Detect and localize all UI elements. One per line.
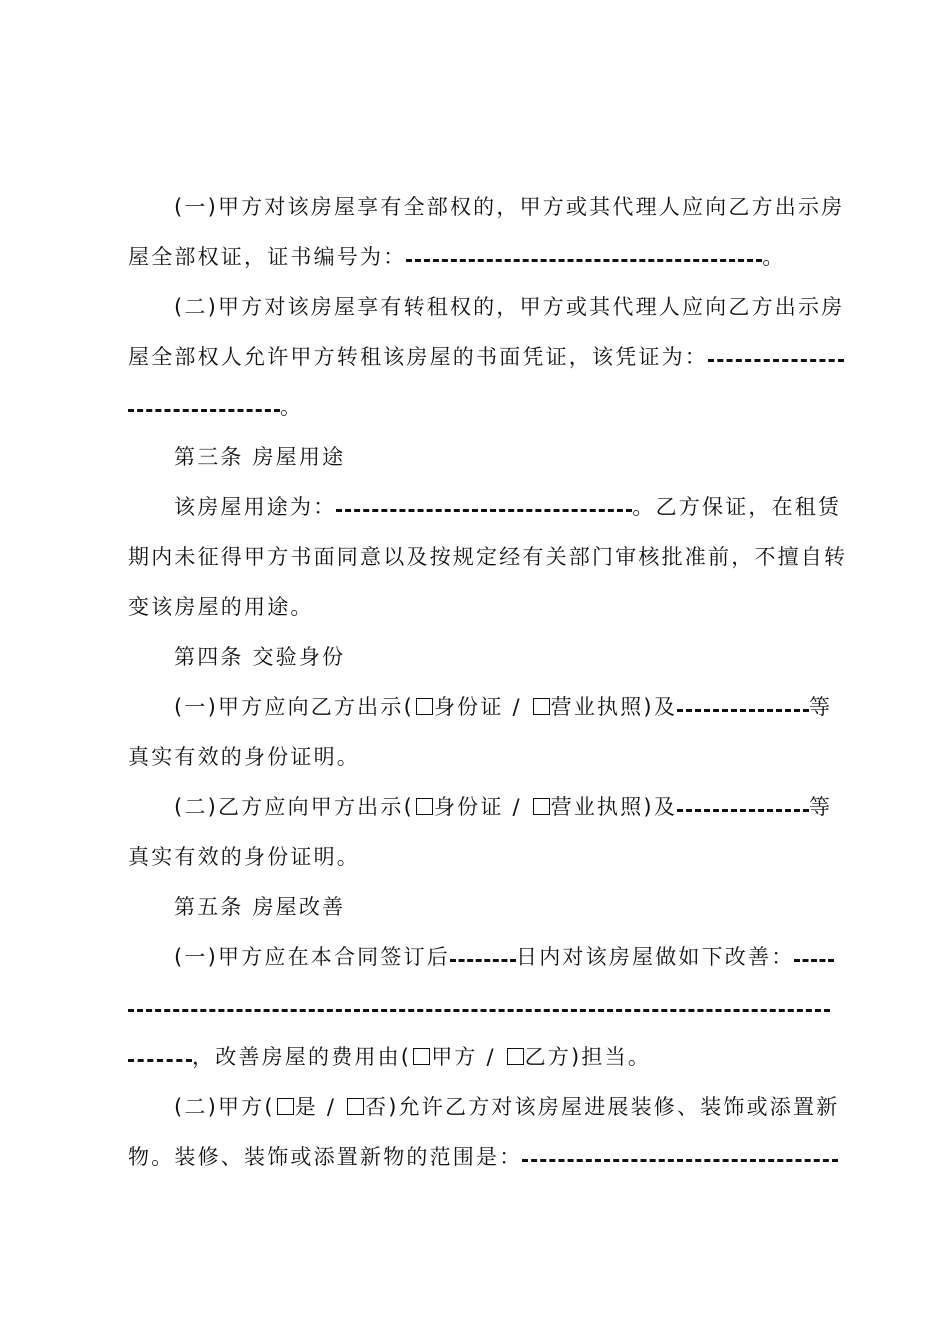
clause-5-item-1-line-3: ，改善房屋的费用由( 甲方 / 乙方)担当。 [128,1042,651,1072]
party-b-checkbox[interactable] [507,1048,524,1065]
clause-4-item-2-line-2: 真实有效的身份证明。 [128,845,360,869]
clause-5-item-1-line-2 [128,992,830,1022]
business-license-checkbox[interactable] [533,798,550,815]
yes-checkbox[interactable] [277,1098,294,1115]
lessee-other-id-blank[interactable] [677,792,809,822]
clause-2-item-1-line-1: (一)甲方对该房屋享有全部权的，甲方或其代理人应向乙方出示房 [174,195,845,219]
clause-2-item-1-line-2: 屋全部权证，证书编号为： 。 [128,242,786,272]
clause-2-item-2-line-2: 屋全部权人允许甲方转租该房屋的书面凭证，该凭证为： [128,342,844,372]
clause-3-heading: 第三条 房屋用途 [174,445,346,469]
improvement-details-blank-end[interactable] [128,1042,192,1072]
id-card-checkbox[interactable] [416,798,433,815]
decoration-scope-blank[interactable] [522,1142,838,1172]
clause-4-item-1-line-1: (一)甲方应向乙方出示( 身份证 / 营业执照)及 等 [174,692,832,722]
lessor-other-id-blank[interactable] [677,692,809,722]
clause-4-heading: 第四条 交验身份 [174,645,346,669]
improvement-details-blank-cont[interactable] [128,992,830,1022]
clause-4-item-2-line-1: (二)乙方应向甲方出示( 身份证 / 营业执照)及 等 [174,792,832,822]
clause-5-item-2-line-1: (二)甲方( 是 / 否)允许乙方对该房屋进展装修、装饰或添置新 [174,1095,840,1119]
party-a-checkbox[interactable] [413,1048,430,1065]
house-usage-blank[interactable] [336,492,632,522]
clause-3-line-1: 该房屋用途为： 。乙方保证，在租赁 [174,492,841,522]
improvement-details-blank[interactable] [794,942,834,972]
certificate-number-blank[interactable] [406,242,762,272]
no-checkbox[interactable] [347,1098,364,1115]
clause-3-line-3: 变该房屋的用途。 [128,595,314,619]
clause-2-item-2-line-1: (二)甲方对该房屋享有转租权的，甲方或其代理人应向乙方出示房 [174,295,845,319]
clause-4-item-1-line-2: 真实有效的身份证明。 [128,745,360,769]
clause-5-item-1-line-1: (一)甲方应在本合同签订后 日内对该房屋做如下改善： [174,942,834,972]
sublease-voucher-blank-cont[interactable] [128,392,280,422]
clause-5-heading: 第五条 房屋改善 [174,895,346,919]
clause-5-item-2-line-2: 物。装修、装饰或添置新物的范围是： [128,1142,838,1172]
business-license-checkbox[interactable] [533,698,550,715]
improvement-days-blank[interactable] [450,942,516,972]
clause-2-item-2-line-3: 。 [128,392,303,422]
clause-3-line-2: 期内未征得甲方书面同意以及按规定经有关部门审核批准前，不擅自转 [128,545,848,569]
id-card-checkbox[interactable] [416,698,433,715]
sublease-voucher-blank[interactable] [708,342,844,372]
